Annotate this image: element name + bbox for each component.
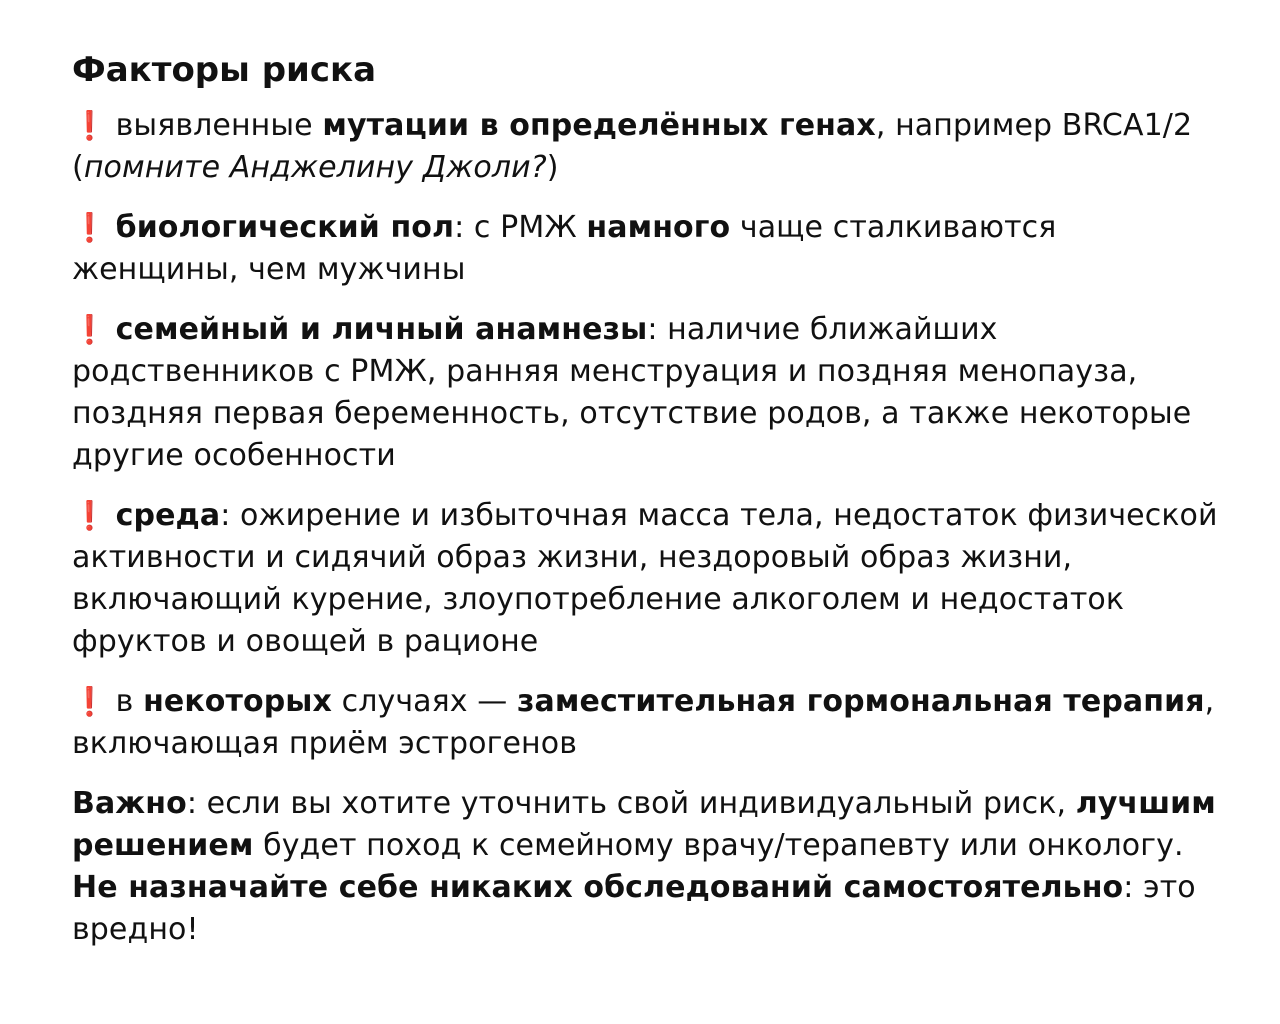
risk-item-hormone-therapy [72, 681, 1222, 765]
exclamation-icon: ❗ [72, 684, 107, 718]
text-segment: : это вредно! [72, 869, 1196, 947]
bold-segment: намного [586, 209, 731, 245]
text-segment: , включающая приём эстрогенов [72, 683, 1215, 761]
text-segment: : наличие ближайших родственников с РМЖ, ранняя менструация и поздняя менопауза, поздняя первая беременность, отсутствие родов, а также некоторые другие особенности [72, 311, 1192, 473]
text-segment: : ожирение и избыточная масса тела, недостаток физической активности и сидячий образ жизни, нездоровый образ жизни, включающий курение, злоупотребление алкоголем и недостаток фруктов и овощей в рационе [72, 497, 1218, 659]
document-body [72, 50, 1222, 969]
text-segment: ) [546, 149, 559, 185]
bold-segment: заместительная гормональная терапия [517, 683, 1205, 719]
exclamation-icon: ❗ [72, 312, 107, 346]
risk-item-history [72, 309, 1222, 477]
text-segment: в [106, 683, 144, 719]
risk-item-mutations [72, 105, 1222, 189]
bold-segment: семейный и личный анамнезы [115, 311, 648, 347]
risk-item-sex [72, 207, 1222, 291]
bold-segment: лучшим решением [72, 785, 1216, 863]
text-segment: будет поход к семейному врачу/терапевту или онкологу. [253, 827, 1184, 863]
text-segment [106, 210, 116, 245]
text-segment [106, 498, 116, 533]
page-title: Факторы риска [72, 50, 377, 90]
text-segment: выявленные [106, 107, 323, 143]
bold-segment: мутации в определённых генах [322, 107, 876, 143]
italic-segment: помните Анджелину Джоли? [83, 149, 547, 185]
bold-segment: некоторых [143, 683, 332, 719]
text-segment: , например BRCA1/2 ( [72, 107, 1193, 185]
important-note [72, 783, 1222, 951]
bold-segment: биологический пол [115, 209, 455, 245]
exclamation-icon: ❗ [72, 108, 107, 142]
text-segment: : если вы хотите уточнить свой индивидуальный риск, [186, 785, 1076, 821]
bold-segment: Важно [72, 785, 187, 821]
text-segment [106, 312, 116, 347]
bold-segment: среда [115, 497, 221, 533]
text-segment: чаще сталкиваются женщины, чем мужчины [72, 209, 1057, 287]
exclamation-icon: ❗ [72, 498, 107, 532]
text-segment: : с РМЖ [454, 209, 587, 245]
risk-item-environment [72, 495, 1222, 663]
exclamation-icon: ❗ [72, 210, 107, 244]
bold-segment: Не назначайте себе никаких обследований самостоятельно [72, 869, 1124, 905]
text-segment: случаях — [331, 683, 518, 719]
